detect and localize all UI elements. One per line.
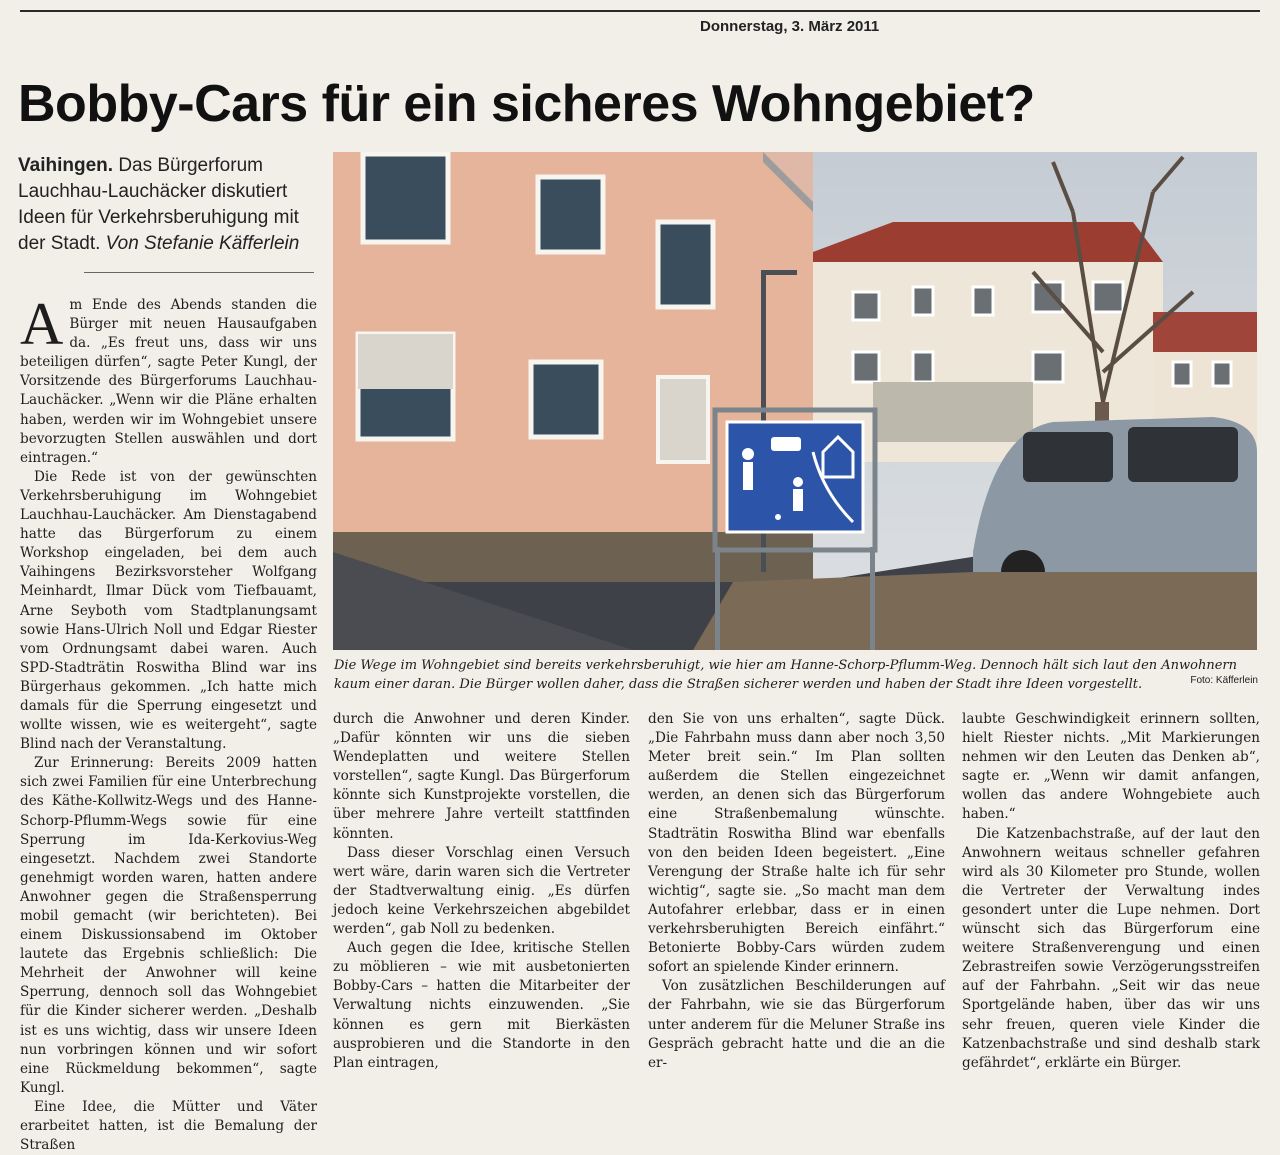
lead-paragraph [18,153,318,257]
article-paragraph: Von zusätzlichen Beschilderungen auf der Fahrbahn, wie sie das Bürgerforum unter anderem für die Meluner Straße ins Gespräch gebracht hatte und die an die er- [648,978,945,1071]
article-paragraph: durch die Anwohner und deren Kinder. „Dafür könnten wir uns die sieben Wendeplatten und weitere Stellen vorstellen“, sagte Kungl. Das Bürgerforum könnte sich Kunstprojekte vorstellen, die über mehrere Jahre verteilt stattfinden könnten. [333,711,630,842]
lead-text: Das Bürgerforum Lauchhau-Lauchäcker diskutiert Ideen für Verkehrsberuhigung mit der Stadt. [18,155,299,254]
article-photo [333,152,1257,650]
lead-divider [84,272,314,273]
lead-place: Vaihingen. [18,155,114,176]
byline: Von Stefanie Käfferlein [105,233,300,254]
photo-caption [334,656,1258,694]
article-column-2 [333,710,630,1073]
caption-text: Die Wege im Wohngebiet sind bereits verkehrsberuhigt, wie hier am Hanne-Schorp-Pflumm-Weg. Dennoch hält sich laut den Anwohnern kaum einer daran. Die Bürger wollen daher, dass die Straßen sicherer werden und haben der Stadt ihre Ideen vorgestellt. [334,658,1238,692]
dropcap: A [20,291,64,357]
article-paragraph: Eine Idee, die Mütter und Väter erarbeitet hatten, ist die Bemalung der Straßen [20,1098,317,1154]
article-paragraph: laubte Geschwindigkeit erinnern sollten, hielt Riester nichts. „Mit Markierungen nehmen wir den Leuten das Denken ab“, sagte er. „Wenn wir damit anfangen, wollen das andere Wohngebiete auch haben.“ [962,711,1260,823]
article-column-3 [648,710,945,1073]
top-rule [20,10,1260,12]
article-paragraph: den Sie von uns erhalten“, sagte Dück. „Die Fahrbahn muss dann aber noch 3,50 Meter breit sein.“ Im Plan sollten außerdem die Stellen eingezeichnet werden, an denen sich das Bürgerforum eine Straßenbemalung wünschte. Stadträtin Roswitha Blind war ebenfalls von den beiden Ideen begeistert. „Eine Verengung der Straße halte ich für sehr wichtig“, sagte sie. „So macht man dem Autofahrer erlebbar, dass er in einen verkehrsberuhigten Bereich einfährt.“ Betonierte Bobby-Cars würden zudem sofort an spielende Kinder erinnern. [648,711,945,976]
article-paragraph: Die Rede ist von der gewünschten Verkehrsberuhigung im Wohngebiet Lauchhau-Lauchäcker. Am Dienstagabend hatte das Bürgerforum zu einem Workshop eingeladen, bei dem auch Vaihingens Bezirksvorsteher Wolfgang Meinhardt, Ilmar Dück vom Tiefbauamt, Arne Seyboth vom Stadtplanungsamt sowie Hans-Ulrich Noll und Edgar Riester vom Ordnungsamt dabei waren. Auch SPD-Stadträtin Roswitha Blind war ins Bürgerhaus gekommen. „Ich hatte mich damals für die Sperrung eingesetzt und wollte wissen, wie es weitergeht“, sagte Blind nach der Veranstaltung. [20,468,317,753]
article-column-1 [20,291,317,1155]
article-paragraph: Zur Erinnerung: Bereits 2009 hatten sich zwei Familien für eine Unterbrechung des Käthe-Kollwitz-Wegs und des Hanne-Schorp-Pflumm-Wegs sowie für eine Sperrung im Ida-Kerkovius-Weg eingesetzt. Nachdem zwei Standorte genehmigt worden waren, hatten andere Anwohner gegen die Straßensperrung mobil gemacht (wir berichteten). Bei einem Diskussionsabend im Oktober lautete das Ergebnis schließlich: Die Mehrheit der Anwohner will keine Sperrung, dennoch soll das Wohngebiet für die Kinder sicherer werden. „Deshalb ist es uns wichtig, dass wir unsere Ideen nun vorbringen können und wir sofort eine Rückmeldung bekommen“, sagte Kungl. [20,755,317,1096]
photo-credit: Foto: Käfferlein [1190,675,1258,686]
article-paragraph: Auch gegen die Idee, kritische Stellen zu möblieren – wie mit ausbetonierten Bobby-Cars – hatten die Mitarbeiter der Verwaltung nichts einzuwenden. „Sie können es gern mit Bierkästen ausprobieren und die Standorte in den Plan eintragen, [333,940,630,1071]
issue-date: Donnerstag, 3. März 2011 [700,18,880,35]
article-column-4 [962,710,1260,1073]
article-paragraph: Die Katzenbachstraße, auf der laut den Anwohnern weitaus schneller gefahren wird als 30 Kilometer pro Stunde, wollen die Vertreter der Verwaltung indes gesondert unter die Lupe nehmen. Dort wünscht sich das Bürgerforum eine weitere Straßenverengung und einen Zebrastreifen sowie Verzögerungsstreifen auf der Fahrbahn. „Seit wir das neue Sportgelände haben, über das wir uns sehr freuen, queren viele Kinder die Katzenbachstraße und sind deshalb stark gefährdet“, erklärte ein Bürger. [962,825,1260,1071]
article-paragraph: Am Ende des Abends standen die Bürger mit neuen Hausaufgaben da. „Es freut uns, dass wir uns beteiligen dürfen“, sagte Peter Kungl, der Vorsitzende des Bürgerforums Lauchhau-Lauchäcker. „Wenn wir die Pläne erhalten haben, werden wir im Wohngebiet unsere bevorzugten Stellen auswählen und dort eintragen.“ [20,291,317,466]
headline: Bobby-Cars für ein sicheres Wohngebiet? [18,75,1035,133]
article-paragraph: Dass dieser Vorschlag einen Versuch wert wäre, darin waren sich die Vertreter der Stadtverwaltung einig. „Es dürfen jedoch keine Verkehrszeichen abgebildet werden“, gab Noll zu bedenken. [333,844,630,938]
